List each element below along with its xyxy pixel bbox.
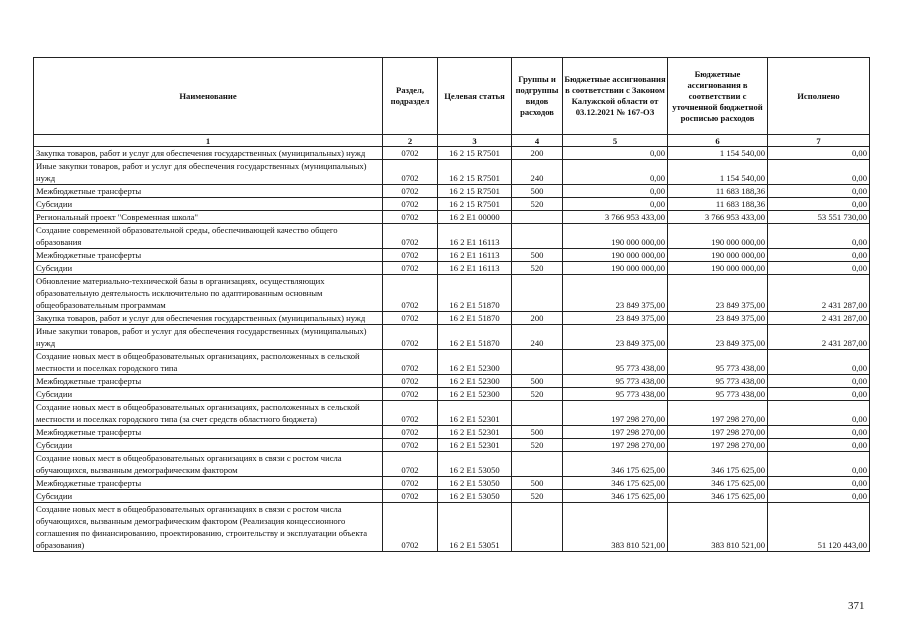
header-executed: Исполнено — [768, 58, 870, 135]
row-section: 0702 — [383, 375, 438, 388]
column-number: 4 — [512, 135, 563, 147]
row-law-amount: 346 175 625,00 — [563, 452, 668, 477]
row-expense-group: 240 — [512, 160, 563, 185]
row-expense-group: 500 — [512, 375, 563, 388]
row-expense-group: 200 — [512, 312, 563, 325]
row-refined-amount: 190 000 000,00 — [668, 224, 768, 249]
row-section: 0702 — [383, 224, 438, 249]
table-row — [34, 275, 870, 312]
table-row — [34, 312, 870, 325]
table-row — [34, 452, 870, 477]
column-number: 5 — [563, 135, 668, 147]
row-law-amount: 23 849 375,00 — [563, 275, 668, 312]
row-executed-amount: 0,00 — [768, 147, 870, 160]
row-refined-amount: 197 298 270,00 — [668, 401, 768, 426]
row-target-article: 16 2 E1 52300 — [438, 375, 512, 388]
row-target-article: 16 2 E1 51870 — [438, 275, 512, 312]
row-refined-amount: 346 175 625,00 — [668, 490, 768, 503]
row-section: 0702 — [383, 401, 438, 426]
row-target-article: 16 2 E1 16113 — [438, 224, 512, 249]
row-expense-group — [512, 401, 563, 426]
row-name: Межбюджетные трансферты — [34, 185, 383, 198]
row-expense-group: 520 — [512, 490, 563, 503]
row-name: Иные закупки товаров, работ и услуг для обеспечения государственных (муниципальных) нужд — [34, 325, 383, 350]
table-row — [34, 198, 870, 211]
row-executed-amount: 0,00 — [768, 426, 870, 439]
row-law-amount: 0,00 — [563, 160, 668, 185]
row-section: 0702 — [383, 490, 438, 503]
header-groups: Группы и подгруппы видов расходов — [512, 58, 563, 135]
row-name: Обновление материально-технической базы в организациях, осуществляющих образовательную деятельность исключительно по адаптированным основным общеобразовательным программам — [34, 275, 383, 312]
row-executed-amount: 0,00 — [768, 490, 870, 503]
row-expense-group: 520 — [512, 262, 563, 275]
row-target-article: 16 2 E1 53050 — [438, 477, 512, 490]
row-section: 0702 — [383, 211, 438, 224]
row-expense-group — [512, 275, 563, 312]
row-name: Межбюджетные трансферты — [34, 375, 383, 388]
row-section: 0702 — [383, 388, 438, 401]
table-row — [34, 224, 870, 249]
row-executed-amount: 0,00 — [768, 375, 870, 388]
row-executed-amount: 0,00 — [768, 477, 870, 490]
row-law-amount: 190 000 000,00 — [563, 249, 668, 262]
row-section: 0702 — [383, 249, 438, 262]
row-executed-amount: 0,00 — [768, 160, 870, 185]
row-target-article: 16 2 E1 52301 — [438, 439, 512, 452]
row-law-amount: 197 298 270,00 — [563, 401, 668, 426]
row-expense-group: 500 — [512, 249, 563, 262]
row-executed-amount: 2 431 287,00 — [768, 312, 870, 325]
row-target-article: 16 2 E1 53050 — [438, 490, 512, 503]
row-refined-amount: 346 175 625,00 — [668, 477, 768, 490]
row-target-article: 16 2 E1 52301 — [438, 401, 512, 426]
row-target-article: 16 2 E1 53050 — [438, 452, 512, 477]
table-row — [34, 185, 870, 198]
header-law-allocations: Бюджетные ассигнования в соответствии с Законом Калужской области от 03.12.2021 № 167-ОЗ — [563, 58, 668, 135]
header-refined-allocations: Бюджетные ассигнования в соответствии с уточненной бюджетной росписью расходов — [668, 58, 768, 135]
table-row — [34, 503, 870, 552]
table-body — [34, 147, 870, 552]
row-refined-amount: 95 773 438,00 — [668, 388, 768, 401]
row-executed-amount: 2 431 287,00 — [768, 275, 870, 312]
row-law-amount: 23 849 375,00 — [563, 325, 668, 350]
row-expense-group — [512, 452, 563, 477]
row-executed-amount: 0,00 — [768, 350, 870, 375]
row-section: 0702 — [383, 198, 438, 211]
row-executed-amount: 53 551 730,00 — [768, 211, 870, 224]
column-number: 7 — [768, 135, 870, 147]
row-expense-group: 520 — [512, 439, 563, 452]
row-name: Субсидии — [34, 490, 383, 503]
row-executed-amount: 0,00 — [768, 198, 870, 211]
column-number: 1 — [34, 135, 383, 147]
row-name: Межбюджетные трансферты — [34, 249, 383, 262]
row-refined-amount: 190 000 000,00 — [668, 262, 768, 275]
row-expense-group — [512, 211, 563, 224]
row-refined-amount: 190 000 000,00 — [668, 249, 768, 262]
row-target-article: 16 2 E1 00000 — [438, 211, 512, 224]
row-law-amount: 346 175 625,00 — [563, 490, 668, 503]
row-refined-amount: 23 849 375,00 — [668, 325, 768, 350]
row-section: 0702 — [383, 503, 438, 552]
row-refined-amount: 1 154 540,00 — [668, 160, 768, 185]
row-expense-group: 500 — [512, 185, 563, 198]
row-section: 0702 — [383, 426, 438, 439]
row-executed-amount: 0,00 — [768, 452, 870, 477]
row-law-amount: 3 766 953 433,00 — [563, 211, 668, 224]
row-refined-amount: 346 175 625,00 — [668, 452, 768, 477]
row-law-amount: 197 298 270,00 — [563, 426, 668, 439]
table-row — [34, 350, 870, 375]
row-expense-group — [512, 224, 563, 249]
row-target-article: 16 2 E1 52300 — [438, 388, 512, 401]
row-law-amount: 95 773 438,00 — [563, 350, 668, 375]
row-name: Закупка товаров, работ и услуг для обеспечения государственных (муниципальных) нужд — [34, 147, 383, 160]
row-name: Создание новых мест в общеобразовательных организациях, расположенных в сельской местности и поселках городского типа (за счет средств областного бюджета) — [34, 401, 383, 426]
row-expense-group: 520 — [512, 388, 563, 401]
row-section: 0702 — [383, 452, 438, 477]
row-executed-amount: 0,00 — [768, 262, 870, 275]
page-number: 371 — [848, 600, 865, 612]
row-expense-group: 200 — [512, 147, 563, 160]
row-refined-amount: 11 683 188,36 — [668, 185, 768, 198]
row-refined-amount: 95 773 438,00 — [668, 375, 768, 388]
row-target-article: 16 2 15 R7501 — [438, 198, 512, 211]
row-refined-amount: 95 773 438,00 — [668, 350, 768, 375]
row-law-amount: 383 810 521,00 — [563, 503, 668, 552]
row-section: 0702 — [383, 275, 438, 312]
row-expense-group — [512, 503, 563, 552]
row-law-amount: 190 000 000,00 — [563, 224, 668, 249]
row-executed-amount: 0,00 — [768, 249, 870, 262]
row-target-article: 16 2 E1 52300 — [438, 350, 512, 375]
row-executed-amount: 0,00 — [768, 388, 870, 401]
row-section: 0702 — [383, 439, 438, 452]
column-number: 3 — [438, 135, 512, 147]
row-target-article: 16 2 E1 51870 — [438, 325, 512, 350]
row-target-article: 16 2 15 R7501 — [438, 185, 512, 198]
table-row — [34, 262, 870, 275]
table-row — [34, 426, 870, 439]
row-law-amount: 0,00 — [563, 147, 668, 160]
row-name: Субсидии — [34, 262, 383, 275]
row-name: Закупка товаров, работ и услуг для обеспечения государственных (муниципальных) нужд — [34, 312, 383, 325]
row-law-amount: 95 773 438,00 — [563, 375, 668, 388]
row-name: Создание новых мест в общеобразовательных организациях, расположенных в сельской местности и поселках городского типа — [34, 350, 383, 375]
table-row — [34, 147, 870, 160]
table-row — [34, 490, 870, 503]
row-target-article: 16 2 E1 16113 — [438, 249, 512, 262]
row-refined-amount: 23 849 375,00 — [668, 275, 768, 312]
header-row — [34, 58, 870, 135]
table-row — [34, 439, 870, 452]
row-law-amount: 0,00 — [563, 185, 668, 198]
row-section: 0702 — [383, 147, 438, 160]
row-law-amount: 346 175 625,00 — [563, 477, 668, 490]
row-refined-amount: 197 298 270,00 — [668, 439, 768, 452]
table-row — [34, 401, 870, 426]
row-name: Региональный проект "Современная школа" — [34, 211, 383, 224]
row-target-article: 16 2 E1 52301 — [438, 426, 512, 439]
row-expense-group: 500 — [512, 477, 563, 490]
table-row — [34, 249, 870, 262]
row-name: Межбюджетные трансферты — [34, 426, 383, 439]
row-name: Субсидии — [34, 439, 383, 452]
row-executed-amount: 0,00 — [768, 401, 870, 426]
row-target-article: 16 2 E1 53051 — [438, 503, 512, 552]
header-section: Раздел, подраздел — [383, 58, 438, 135]
row-target-article: 16 2 E1 16113 — [438, 262, 512, 275]
row-section: 0702 — [383, 325, 438, 350]
row-executed-amount: 0,00 — [768, 439, 870, 452]
row-refined-amount: 3 766 953 433,00 — [668, 211, 768, 224]
row-name: Иные закупки товаров, работ и услуг для обеспечения государственных (муниципальных) нужд — [34, 160, 383, 185]
row-executed-amount: 0,00 — [768, 224, 870, 249]
row-section: 0702 — [383, 477, 438, 490]
row-refined-amount: 1 154 540,00 — [668, 147, 768, 160]
row-section: 0702 — [383, 262, 438, 275]
table-row — [34, 211, 870, 224]
row-law-amount: 0,00 — [563, 198, 668, 211]
row-refined-amount: 197 298 270,00 — [668, 426, 768, 439]
row-expense-group: 500 — [512, 426, 563, 439]
row-target-article: 16 2 E1 51870 — [438, 312, 512, 325]
table-row — [34, 325, 870, 350]
row-expense-group — [512, 350, 563, 375]
row-law-amount: 95 773 438,00 — [563, 388, 668, 401]
table-row — [34, 388, 870, 401]
budget-table — [33, 57, 870, 552]
row-name: Межбюджетные трансферты — [34, 477, 383, 490]
row-target-article: 16 2 15 R7501 — [438, 147, 512, 160]
row-executed-amount: 0,00 — [768, 185, 870, 198]
row-expense-group: 520 — [512, 198, 563, 211]
row-executed-amount: 2 431 287,00 — [768, 325, 870, 350]
row-expense-group: 240 — [512, 325, 563, 350]
header-name: Наименование — [34, 58, 383, 135]
table-row — [34, 160, 870, 185]
header-target: Целевая статья — [438, 58, 512, 135]
column-number-row — [34, 135, 870, 147]
row-law-amount: 190 000 000,00 — [563, 262, 668, 275]
row-name: Создание новых мест в общеобразовательных организациях в связи с ростом числа обучающихся, вызванным демографическим фактором — [34, 452, 383, 477]
row-name: Субсидии — [34, 388, 383, 401]
row-law-amount: 197 298 270,00 — [563, 439, 668, 452]
row-executed-amount: 51 120 443,00 — [768, 503, 870, 552]
row-section: 0702 — [383, 312, 438, 325]
row-section: 0702 — [383, 185, 438, 198]
row-section: 0702 — [383, 160, 438, 185]
row-refined-amount: 11 683 188,36 — [668, 198, 768, 211]
row-law-amount: 23 849 375,00 — [563, 312, 668, 325]
table-row — [34, 477, 870, 490]
row-name: Создание новых мест в общеобразовательных организациях в связи с ростом числа обучающихся, вызванным демографическим фактором (Реализация концессионного соглашения по финансированию, проектированию, строительству и эксплуатации объекта образования) — [34, 503, 383, 552]
table-row — [34, 375, 870, 388]
row-refined-amount: 23 849 375,00 — [668, 312, 768, 325]
column-number: 6 — [668, 135, 768, 147]
column-number: 2 — [383, 135, 438, 147]
row-target-article: 16 2 15 R7501 — [438, 160, 512, 185]
row-name: Создание современной образовательной среды, обеспечивающей качество общего образования — [34, 224, 383, 249]
row-section: 0702 — [383, 350, 438, 375]
row-name: Субсидии — [34, 198, 383, 211]
row-refined-amount: 383 810 521,00 — [668, 503, 768, 552]
